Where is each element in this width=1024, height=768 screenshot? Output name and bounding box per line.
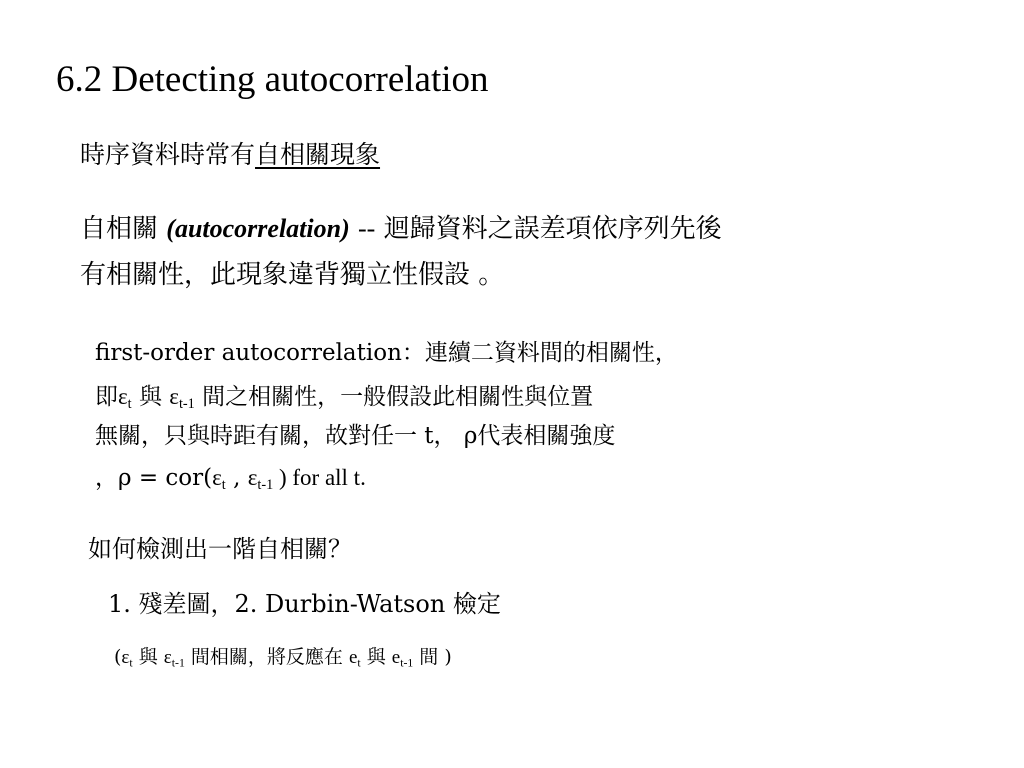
line2-rest: 間之相關性，一般假設此相關性與位置 bbox=[194, 384, 594, 410]
first-order-line-3: 無關，只與時距有關，故對任一 t， ρ代表相關強度 bbox=[95, 423, 616, 449]
first-order-text: first-order autocorrelation：連續二資料間的相關性， bbox=[95, 340, 678, 366]
first-order-line-1 bbox=[95, 342, 678, 365]
detection-methods: 1. 殘差圖，2. Durbin-Watson 檢定 bbox=[108, 590, 501, 618]
line2-pre: 即 bbox=[95, 384, 118, 410]
methods-note bbox=[114, 646, 452, 670]
dash: -- bbox=[358, 214, 376, 243]
subscript-t: t bbox=[127, 395, 132, 412]
subscript-t-1: t-1 bbox=[171, 656, 185, 670]
subheading bbox=[80, 142, 380, 167]
residual-e: e bbox=[391, 647, 401, 668]
subheading-prefix: 時序資料時常有 bbox=[80, 140, 256, 169]
first-order-line-2 bbox=[95, 384, 594, 412]
definition-line-2: 有相關性，此現象違背獨立性假設 。 bbox=[80, 260, 505, 290]
note-with-2: 與 bbox=[360, 646, 392, 668]
subscript-t: t bbox=[221, 476, 226, 493]
note-with: 與 bbox=[132, 646, 164, 668]
term-zh: 自相關 bbox=[80, 214, 159, 244]
epsilon-symbol: ε bbox=[212, 465, 222, 490]
definition-rest: 迴歸資料之誤差項依序列先後 bbox=[383, 214, 722, 244]
subscript-t-1: t-1 bbox=[257, 476, 274, 493]
line4-mid: , bbox=[225, 465, 248, 491]
note-mid: 間相關，將反應在 bbox=[184, 646, 349, 668]
epsilon-symbol: ε bbox=[121, 647, 130, 668]
definition-line-1 bbox=[80, 216, 722, 242]
epsilon-symbol: ε bbox=[169, 384, 179, 409]
epsilon-symbol: ε bbox=[118, 384, 128, 409]
line4-post: ) for all t. bbox=[273, 465, 366, 490]
detection-question: 如何檢測出一階自相關？ bbox=[88, 535, 352, 563]
line4-pre: ，ρ = cor( bbox=[95, 465, 213, 491]
residual-e: e bbox=[348, 647, 358, 668]
subheading-underlined: 自相關現象 bbox=[255, 140, 381, 169]
epsilon-symbol: ε bbox=[163, 647, 172, 668]
epsilon-symbol: ε bbox=[247, 465, 258, 490]
slide-title: 6.2 Detecting autocorrelation bbox=[56, 59, 489, 100]
subscript-t: t bbox=[357, 656, 361, 670]
subscript-t-1: t-1 bbox=[400, 656, 414, 670]
line2-with: 與 bbox=[131, 384, 170, 410]
note-close: 間 ) bbox=[413, 646, 452, 668]
subscript-t-1: t-1 bbox=[178, 395, 195, 412]
term-en: (autocorrelation) bbox=[166, 214, 350, 243]
subscript-t: t bbox=[129, 656, 133, 670]
first-order-line-4 bbox=[95, 465, 366, 493]
note-open: ( bbox=[114, 646, 122, 668]
